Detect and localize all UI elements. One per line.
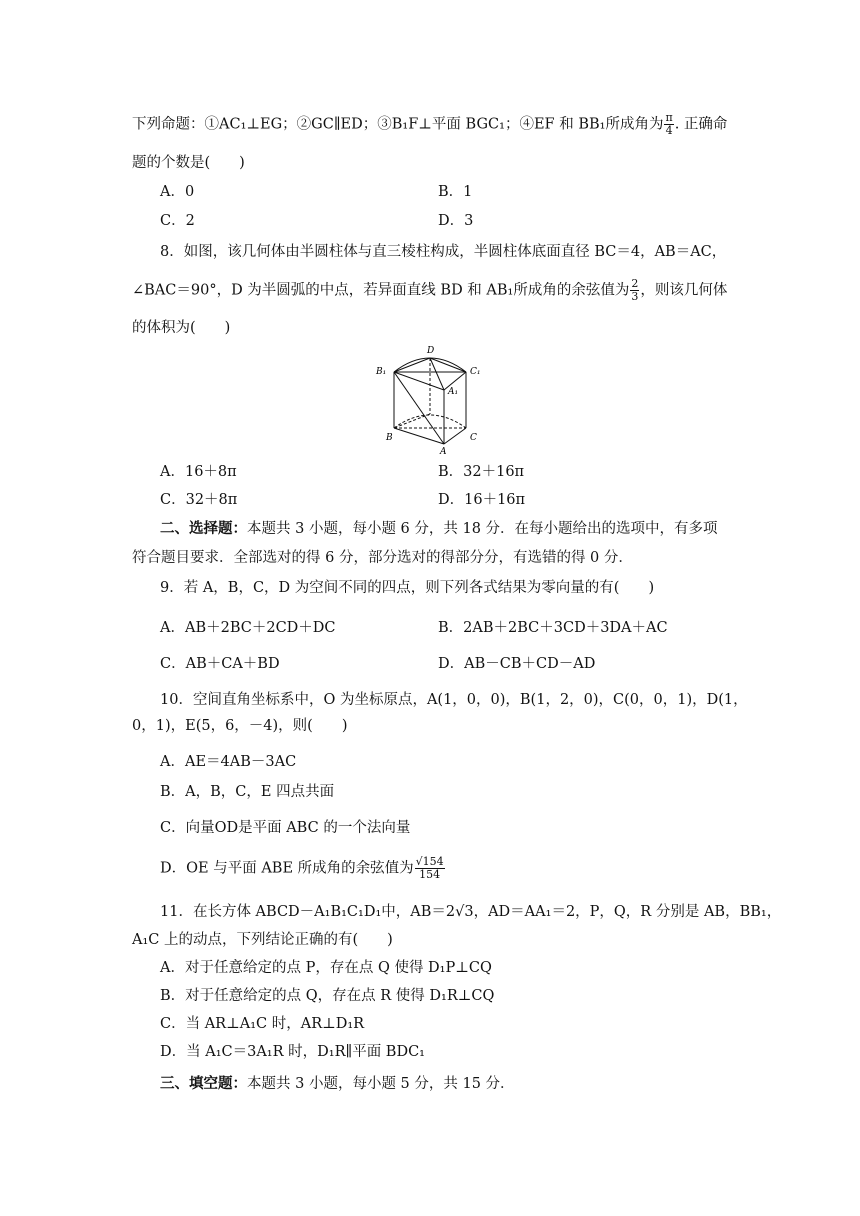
dashed-bottom-arc	[394, 415, 466, 428]
q8-option-b: B．32＋16π	[438, 464, 525, 480]
label-b1: B₁	[376, 367, 387, 377]
edge-ba	[394, 428, 444, 444]
q8-fraction: $\frac{2}{3}$	[631, 277, 639, 303]
edge-b1a1	[394, 372, 444, 390]
q10-option-b: B．A，B，C，E 四点共面	[160, 784, 335, 800]
q7-stem-line1: 下列命题：①AC₁⊥EG；②GC∥ED；③B₁F⊥平面 BGC₁；④EF 和 BB₁所成角为 $\frac{\pi}{4}$ . 正确命	[132, 111, 728, 137]
q11-option-c: C．当 AR⊥A₁C 时，AR⊥D₁R	[160, 1016, 365, 1032]
label-d: D	[427, 346, 435, 356]
q9-option-c: C．AB＋CA＋BD	[160, 656, 280, 672]
q10-stem-line2: 0，1)，E(5，6，－4)，则( )	[132, 718, 348, 734]
q7-option-b: B．1	[438, 184, 473, 200]
label-c1: C₁	[470, 367, 481, 377]
q9-stem: 9．若 A，B，C，D 为空间不同的四点，则下列各式结果为零向量的有( )	[160, 580, 655, 596]
q9-option-b: B．2AB＋2BC＋3CD＋3DA＋AC	[438, 620, 668, 636]
label-b: B	[386, 433, 393, 443]
q7-stem-line2: 题的个数是( )	[132, 155, 245, 171]
q8-stem-line2: ∠BAC＝90°，D 为半圆弧的中点，若异面直线 BD 和 AB₁所成角的余弦值为 $\frac{2}{3}$ ，则该几何体	[132, 277, 728, 303]
dashed-bd	[394, 414, 430, 428]
section2-line2: 符合题目要求．全部选对的得 6 分，部分选对的得部分分，有选错的得 0 分．	[132, 550, 633, 566]
q7-option-c: C．2	[160, 213, 195, 229]
section3-line: 三、填空题：本题共 3 小题，每小题 5 分，共 15 分．	[160, 1076, 515, 1092]
q10-stem-line1: 10．空间直角坐标系中，O 为坐标原点，A(1，0，0)，B(1，2，0)，C(0，0，1)，D(1，	[160, 692, 748, 708]
geometry-figure	[374, 340, 494, 454]
segment-ab1	[394, 372, 444, 444]
edge-db1	[394, 358, 430, 372]
edge-ac	[444, 428, 466, 444]
section2-line1: 二、选择题：本题共 3 小题，每小题 6 分，共 18 分．在每小题给出的选项中，有多项	[160, 521, 718, 537]
q10-option-d-fraction: $\frac{√154}{154}$	[415, 855, 444, 881]
section2-heading: 二、选择题：	[160, 521, 247, 537]
q11-option-d: D．当 A₁C＝3A₁R 时，D₁R∥平面 BDC₁	[160, 1044, 425, 1060]
label-c: C	[470, 433, 477, 443]
q10-option-d: D．OE 与平面 ABE 所成角的余弦值为 $\frac{√154}{154}$	[160, 855, 444, 881]
q11-stem-line2: A₁C 上的动点，下列结论正确的有( )	[132, 932, 393, 948]
q11-option-b: B．对于任意给定的点 Q，存在点 R 使得 D₁R⊥CQ	[160, 988, 495, 1004]
q8-stem-line1: 8．如图，该几何体由半圆柱体与直三棱柱构成，半圆柱体底面直径 BC＝4，AB＝AC，	[160, 244, 727, 260]
q11-option-a: A．对于任意给定的点 P，存在点 Q 使得 D₁P⊥CQ	[160, 960, 492, 976]
q8-option-d: D．16＋16π	[438, 492, 526, 508]
q11-stem-line1: 11．在长方体 ABCD－A₁B₁C₁D₁中，AB＝2√3，AD＝AA₁＝2，P，Q，R 分别是 AB，BB₁，	[160, 904, 782, 920]
q7-option-d: D．3	[438, 213, 474, 229]
label-a1: A₁	[448, 387, 459, 397]
q8-option-c: C．32＋8π	[160, 492, 238, 508]
q7-fraction: $\frac{\pi}{4}$	[665, 111, 673, 137]
label-a: A	[440, 447, 447, 454]
q9-option-d: D．AB－CB＋CD－AD	[438, 656, 596, 672]
q9-option-a: A．AB＋2BC＋2CD＋DC	[160, 620, 336, 636]
q8-option-a: A．16＋8π	[160, 464, 237, 480]
q8-stem-line3: 的体积为( )	[132, 320, 231, 336]
q10-option-c: C．向量OD是平面 ABC 的一个法向量	[160, 820, 411, 836]
section3-heading: 三、填空题：	[160, 1076, 247, 1092]
q7-option-a: A．0	[160, 184, 195, 200]
q10-option-a: A．AE＝4AB－3AC	[160, 754, 297, 770]
